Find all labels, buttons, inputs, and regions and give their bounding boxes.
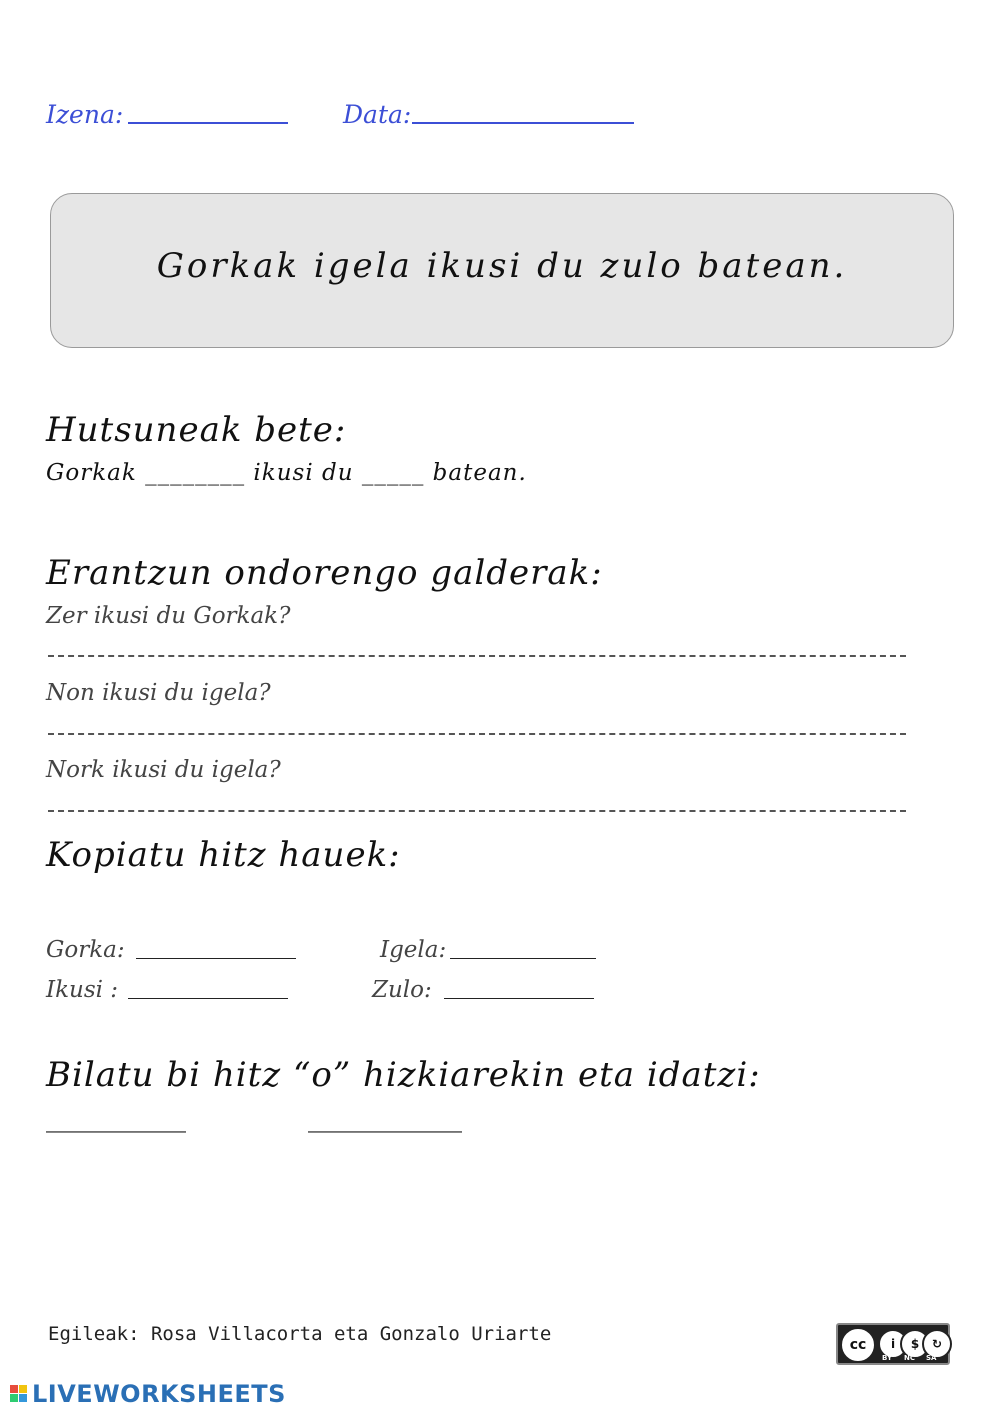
cc-license-badge <box>836 1323 950 1365</box>
copy-word-gorka: Gorka: <box>46 937 125 963</box>
liveworksheets-logo-icon <box>10 1385 28 1403</box>
section2-heading: Erantzun ondorengo galderak: <box>46 553 603 593</box>
date-label: Data: <box>343 100 412 129</box>
sa-icon: ↻ <box>922 1329 952 1359</box>
section4-heading: Bilatu bi hitz “o” hizkiarekin eta idatzi: <box>46 1055 761 1095</box>
word-blank-2[interactable]: ___________ <box>308 1100 462 1133</box>
copy-line-igela[interactable] <box>450 958 596 959</box>
copy-word-ikusi: Ikusi : <box>46 977 119 1003</box>
copy-line-gorka[interactable] <box>136 958 296 959</box>
name-label: Izena: <box>46 100 124 129</box>
answer-line-2[interactable] <box>48 733 906 735</box>
nc-tag: NC <box>904 1354 915 1362</box>
by-tag: BY <box>882 1354 893 1362</box>
copy-word-igela: Igela: <box>380 937 447 963</box>
liveworksheets-brand[interactable]: LIVEWORKSHEETS <box>32 1380 286 1408</box>
cc-icon: cc <box>840 1327 876 1363</box>
section3-heading: Kopiatu hitz hauek: <box>46 835 401 875</box>
question-1: Zer ikusi du Gorkak? <box>46 603 291 629</box>
section1-heading: Hutsuneak bete: <box>46 410 347 450</box>
fill-blank-sentence: Gorkak ________ ikusi du _____ batean. <box>46 460 527 486</box>
sentence-box-text: Gorkak igela ikusi du zulo batean. <box>156 246 848 286</box>
authors-credit: Egileak: Rosa Villacorta eta Gonzalo Uriarte <box>48 1323 552 1345</box>
date-input-line[interactable] <box>412 122 634 124</box>
copy-line-zulo[interactable] <box>444 998 594 999</box>
name-input-line[interactable] <box>128 122 288 124</box>
copy-line-ikusi[interactable] <box>128 998 288 999</box>
question-2: Non ikusi du igela? <box>46 680 271 706</box>
sa-tag: SA <box>926 1354 937 1362</box>
sentence-box <box>50 193 954 348</box>
copy-word-zulo: Zulo: <box>372 977 432 1003</box>
by-icon: i <box>878 1329 908 1359</box>
word-blank-1[interactable]: __________ <box>46 1100 186 1133</box>
answer-line-1[interactable] <box>48 655 906 657</box>
answer-line-3[interactable] <box>48 810 906 812</box>
question-3: Nork ikusi du igela? <box>46 757 281 783</box>
nc-icon: $ <box>900 1329 930 1359</box>
